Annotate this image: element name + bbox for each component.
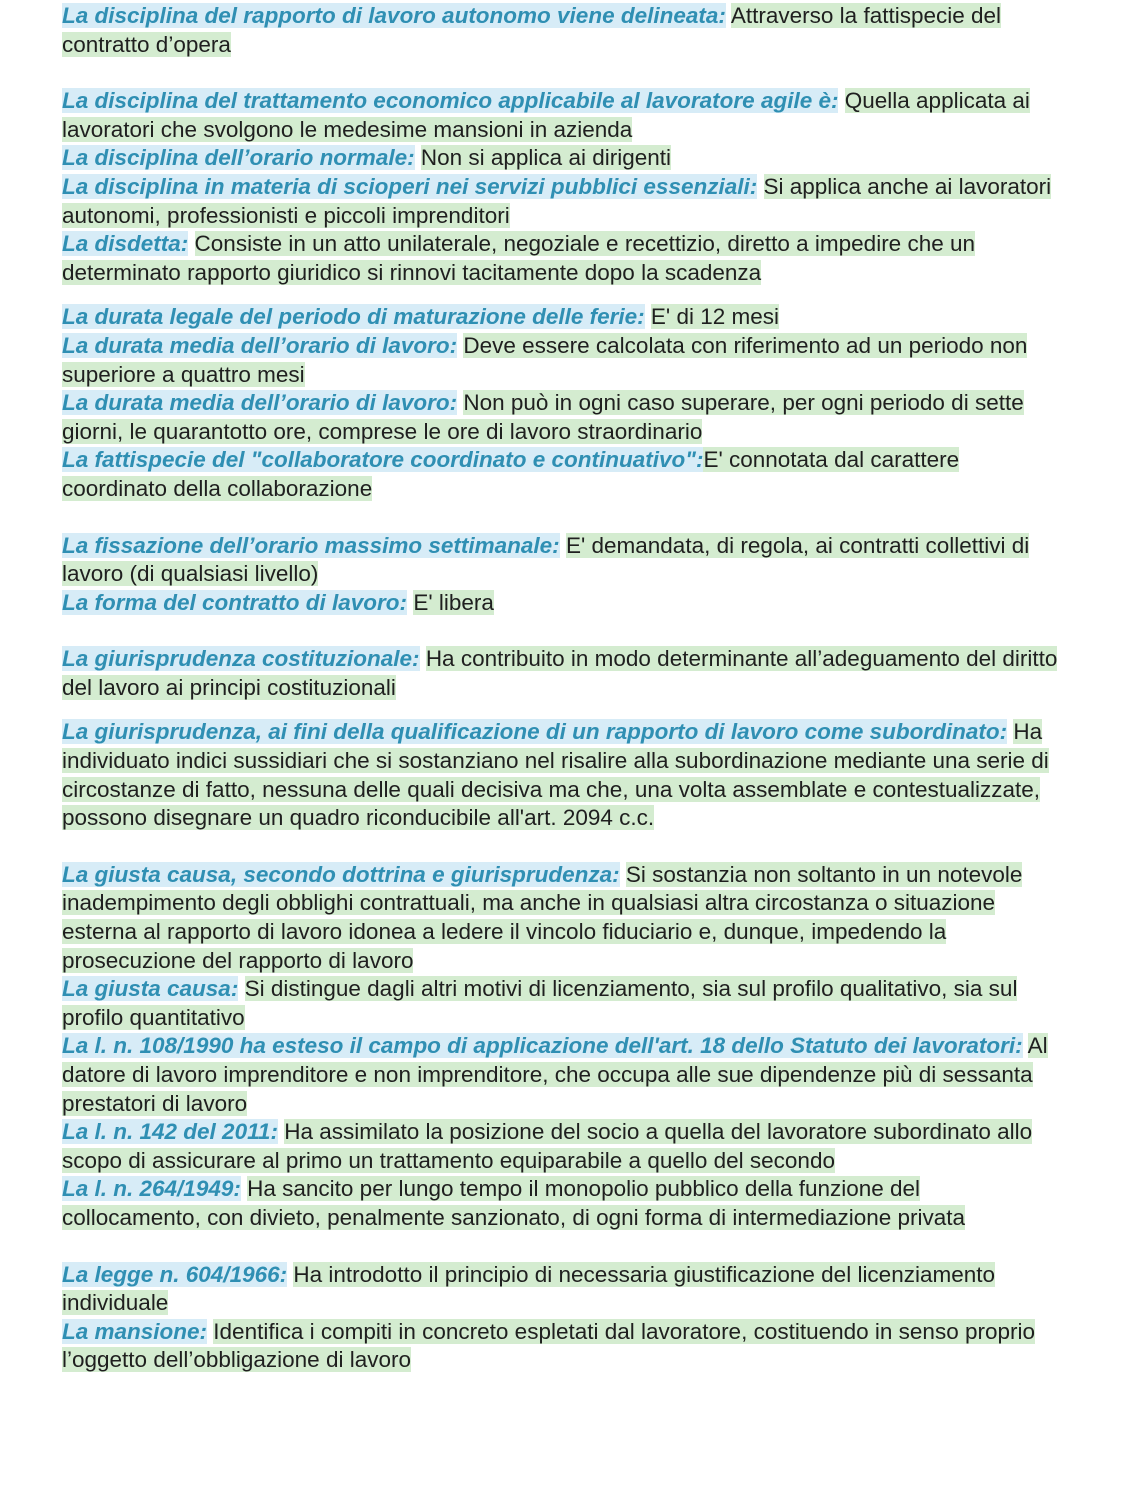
entry [62,389,1062,446]
entry [62,332,1062,389]
entry-answer: Identifica i compiti in concreto espletati dal lavoratore, costituendo in senso proprio l’oggetto dell’obbligazione di lavoro [62,1318,1035,1373]
entry [62,975,1062,1032]
entry-answer: Ha introdotto il principio di necessaria giustificazione del licenziamento individuale [62,1261,996,1316]
document-page [62,2,1062,1375]
entry-answer: Quella applicata ai lavoratori che svolgono le medesime mansioni in azienda [62,88,1030,142]
entry-answer: Attraverso la fattispecie del contratto d’opera [62,3,1002,57]
entry [62,446,1062,503]
entry-answer: E' di 12 mesi [650,304,780,330]
entry-question: La l. n. 142 del 2011: [62,1119,278,1145]
entry-question: La disciplina del trattamento economico applicabile al lavoratore agile è: [62,88,839,114]
entry-question: La disdetta: [62,231,189,257]
entry-answer: Deve essere calcolata con riferimento ad un periodo non superiore a quattro mesi [62,332,1028,387]
entry-question: La disciplina del rapporto di lavoro autonomo viene delineata: [62,3,726,28]
entry-answer: Ha individuato indici sussidiari che si sostanziano nel risalire alla subordinazione mediante una serie di circostanze di fatto, nessuna delle quali decisiva ma che, una volta assemblate e contestualizzate, possono disegnare un quadro riconducibile all'art. 2094 c.c. [62,719,1049,831]
entry-answer: Si applica anche ai lavoratori autonomi, professionisti e piccoli imprenditori [62,173,1052,228]
entry [62,1261,1062,1318]
entry-question: La l. n. 264/1949: [62,1176,241,1202]
entry-question: La giusta causa: [62,976,239,1002]
entry-answer: E' demandata, di regola, ai contratti collettivi di lavoro (di qualsiasi livello) [62,532,1030,587]
entry [62,1118,1062,1175]
entry-question: La giurisprudenza costituzionale: [62,646,420,672]
entry-question: La giusta causa, secondo dottrina e giurisprudenza: [62,861,620,887]
entry-answer: Si distingue dagli altri motivi di licenziamento, sia sul profilo qualitativo, sia sul profilo quantitativo [62,976,1018,1030]
entry [62,144,1062,173]
entry [62,645,1062,702]
entry [62,173,1062,230]
entry-answer: Non si applica ai dirigenti [420,145,671,171]
entry-question: La disciplina in materia di scioperi nei servizi pubblici essenziali: [62,173,758,199]
entry-answer: Consiste in un atto unilaterale, negoziale e recettizio, diretto a impedire che un determinato rapporto giuridico si rinnovi tacitamente dopo la scadenza [62,231,976,285]
entry [62,1175,1062,1232]
entry-question: La giurisprudenza, ai fini della qualificazione di un rapporto di lavoro come subordinato: [62,719,1008,745]
entry-answer: E' libera [413,589,494,615]
entry [62,230,1062,287]
entry [62,1032,1062,1118]
entry [62,1318,1062,1375]
entry [62,718,1062,832]
entry-question: La durata media dell’orario di lavoro: [62,390,458,416]
entry [62,2,1062,59]
entry [62,861,1062,975]
entry-question: La fissazione dell’orario massimo settimanale: [62,532,560,558]
entry-question: La durata legale del periodo di maturazione delle ferie: [62,304,645,330]
entry-question: La mansione: [62,1318,208,1344]
entry-question: La forma del contratto di lavoro: [62,589,408,615]
entry [62,589,1062,618]
entry [62,303,1062,332]
entry-question: La disciplina dell’orario normale: [62,145,415,171]
entry [62,87,1062,144]
entry-question: La legge n. 604/1966: [62,1261,288,1287]
entry-question: La fattispecie del "collaboratore coordinato e continuativo": [62,447,704,473]
entry-answer: Non può in ogni caso superare, per ogni periodo di sette giorni, le quarantotto ore, comprese le ore di lavoro straordinario [62,390,1024,444]
entry-question: La l. n. 108/1990 ha esteso il campo di applicazione dell'art. 18 dello Statuto dei lavoratori: [62,1033,1023,1059]
entry-answer: Ha assimilato la posizione del socio a quella del lavoratore subordinato allo scopo di assicurare al primo un trattamento equiparabile a quello del secondo [62,1119,1033,1173]
entry-question: La durata media dell’orario di lavoro: [62,332,458,358]
entry-answer: Ha contribuito in modo determinante all’adeguamento del diritto del lavoro ai principi costituzionali [62,646,1058,700]
entry-answer: E' connotata dal carattere coordinato della collaborazione [62,447,960,501]
entry-answer: Al datore di lavoro imprenditore e non imprenditore, che occupa alle sue dipendenze più di sessanta prestatori di lavoro [62,1033,1048,1116]
entry-answer: Ha sancito per lungo tempo il monopolio pubblico della funzione del collocamento, con divieto, penalmente sanzionato, di ogni forma di intermediazione privata [62,1176,966,1230]
entry-answer: Si sostanzia non soltanto in un notevole inadempimento degli obblighi contrattuali, ma anche in qualsiasi altra circostanza o situazione esterna al rapporto di lavoro idonea a ledere il vincolo fiduciario e, dunque, impedendo la prosecuzione del rapporto di lavoro [62,861,1023,973]
entry [62,532,1062,589]
